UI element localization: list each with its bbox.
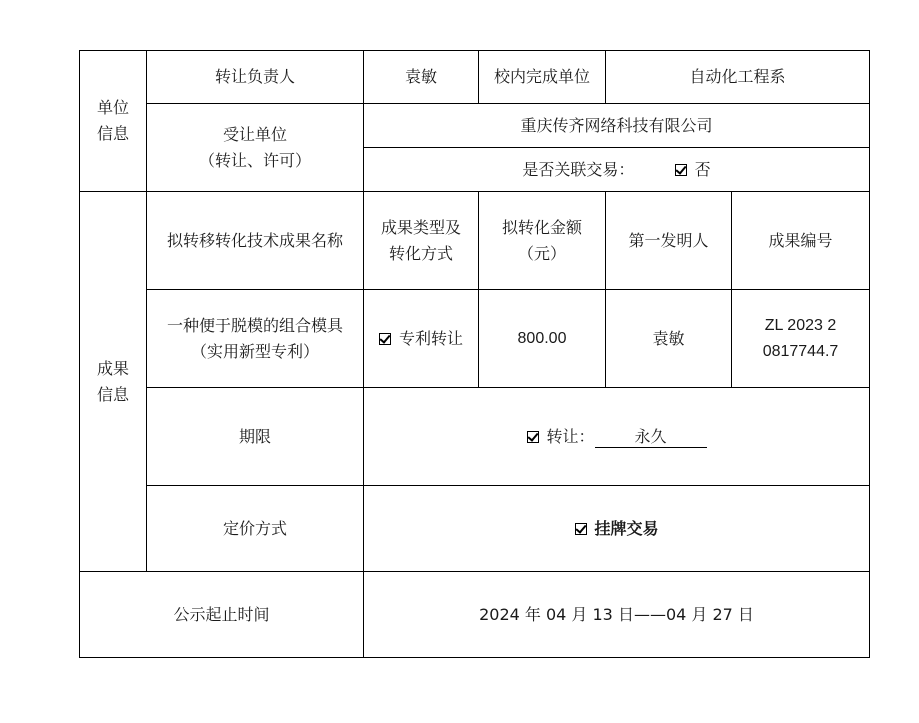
pricing-value: 挂牌交易 — [594, 518, 659, 538]
term-label: 期限 — [147, 388, 364, 486]
result-type: 专利转让 — [364, 290, 479, 388]
checkbox-checked-icon — [527, 431, 539, 443]
checkbox-checked-icon — [379, 333, 391, 345]
term-value: 永久 — [595, 427, 707, 448]
school-unit-value: 自动化工程系 — [606, 51, 870, 104]
result-section-label: 成果信息 — [80, 192, 147, 572]
result-number: ZL 2023 2 0817744.7 — [732, 290, 870, 388]
related-transaction — [364, 148, 870, 192]
publicity-label: 公示起止时间 — [80, 572, 364, 658]
transferee-label: 受让单位 （转让、许可） — [147, 104, 364, 192]
header-amount: 拟转化金额 （元） — [479, 192, 606, 290]
school-unit-label: 校内完成单位 — [479, 51, 606, 104]
checkbox-checked-icon — [575, 523, 587, 535]
transferee-value: 重庆传齐网络科技有限公司 — [364, 104, 870, 148]
info-form-table — [79, 50, 870, 658]
unit-section-label: 单位信息 — [80, 51, 147, 192]
term-value-cell — [364, 388, 870, 486]
header-inventor: 第一发明人 — [606, 192, 732, 290]
result-name: 一种便于脱模的组合模具 （实用新型专利） — [147, 290, 364, 388]
result-amount: 800.00 — [479, 290, 606, 388]
transferor-label: 转让负责人 — [147, 51, 364, 104]
related-value: 否 — [694, 159, 711, 179]
pricing-value-cell — [364, 486, 870, 572]
header-result-number: 成果编号 — [732, 192, 870, 290]
header-result-type: 成果类型及 转化方式 — [364, 192, 479, 290]
pricing-label: 定价方式 — [147, 486, 364, 572]
transferor-name: 袁敏 — [364, 51, 479, 104]
checkbox-checked-icon — [675, 164, 687, 176]
term-option: 转让： — [546, 426, 595, 446]
related-label: 是否关联交易： — [522, 159, 635, 179]
header-result-name: 拟转移转化技术成果名称 — [147, 192, 364, 290]
publicity-value: 2024 年 04 月 13 日——04 月 27 日 — [364, 572, 870, 658]
result-inventor: 袁敏 — [606, 290, 732, 388]
